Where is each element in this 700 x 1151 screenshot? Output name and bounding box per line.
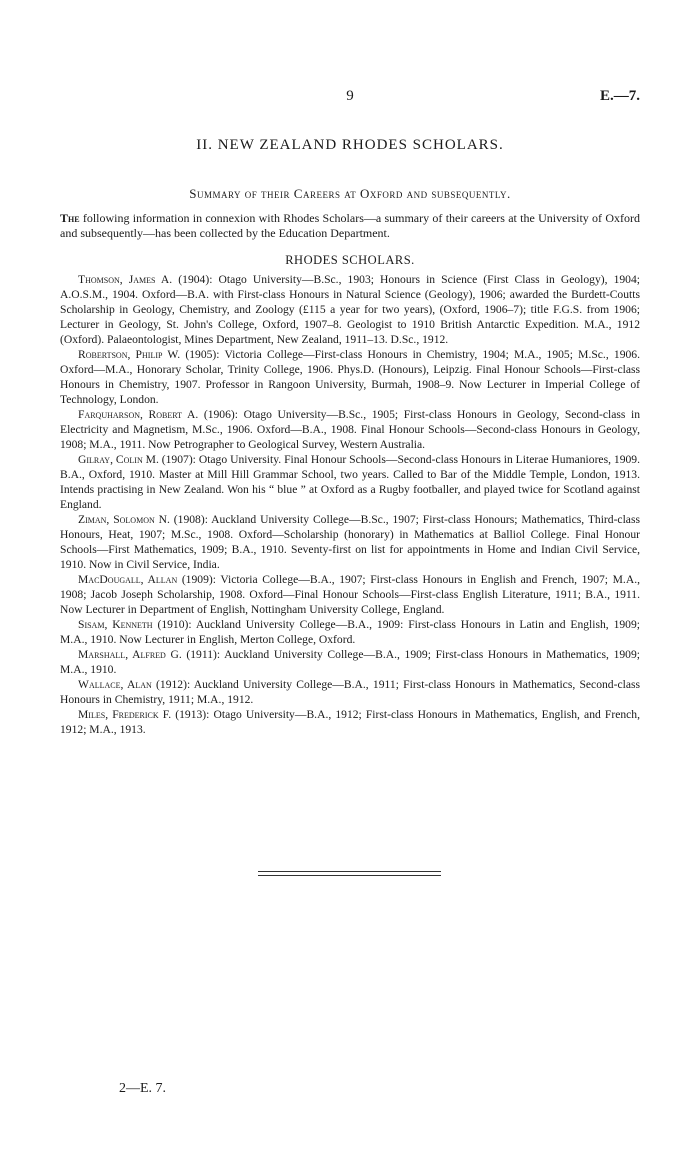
scholar-name: MacDougall, Allan	[78, 573, 178, 586]
scholar-details: (1913): Otago University—B.A., 1912; First-class Honours in Mathematics, English, and French, 1912; M.A., 1913.	[60, 708, 640, 736]
scholar-name: Ziman, Solomon N.	[78, 513, 170, 526]
scholar-details: (1907): Otago University. Final Honour Schools—Second-class Honours in Literae Humaniores, 1909. B.A., Oxford, 1910. Master at Mill Hill Grammar School, two years. Called to Bar of the Middle Temple, London, 1913. Intends practising in New Zealand. Won his “ blue ” at Oxford as a Rugby footballer, and played twice for Scotland against England.	[60, 453, 640, 511]
scholar-name: Farquharson, Robert A.	[78, 408, 199, 421]
scholar-entry	[60, 572, 640, 617]
intro-lead-word: The	[60, 211, 80, 225]
page-reference: E.—7.	[599, 88, 640, 104]
scholar-entry	[60, 272, 640, 347]
closing-rule	[258, 875, 441, 876]
list-heading: RHODES SCHOLARS.	[285, 253, 415, 267]
scholar-name: Sisam, Kenneth	[78, 618, 153, 631]
closing-rule	[258, 871, 441, 872]
scholar-entry	[60, 647, 640, 677]
scholar-details: (1910): Auckland University College—B.A., 1909: First-class Honours in Latin and English, 1909; M.A., 1910. Now Lecturer in English, Merton College, Oxford.	[60, 618, 640, 646]
section-subtitle: Summary of their Careers at Oxford and subsequently.	[189, 186, 511, 201]
scholar-name: Wallace, Alan	[78, 678, 152, 691]
scholar-entry	[60, 407, 640, 452]
scholar-entry	[60, 677, 640, 707]
scholar-list	[60, 272, 640, 737]
scholar-details: (1904): Otago University—B.Sc., 1903; Honours in Science (First Class in Geology), 1904; A.O.S.M., 1904. Oxford—B.A. with First-class Honours in Natural Science (Geology), 1906; awarded the Burdett-Coutts Scholarship in Geology, Chemistry, and Zoology (£115 a year for two years), (Oxford, 1906–7); title F.G.S. from 1906; Lecturer in Geology, St. John's College, Oxford, 1907–8. Geologist to 1910 British Antarctic Expedition. M.A., 1912 (Oxford). Palaeontologist, Mines Department, New Zealand, 1911–13. D.Sc., 1912.	[60, 273, 641, 346]
scholar-entry	[60, 347, 640, 407]
scholar-name: Gilray, Colin M.	[78, 453, 159, 466]
intro-paragraph	[60, 211, 640, 241]
page-number: 9	[346, 88, 354, 104]
scholar-entry	[60, 512, 640, 572]
scholar-details: (1906): Otago University—B.Sc., 1905; First-class Honours in Geology, Second-class in Electricity and Magnetism, M.Sc., 1906. Oxford—B.A., 1908. Final Honour Schools—Second-class Honours in Geology, 1908; M.A., 1911. Now Petrographer to Geological Survey, Western Australia.	[60, 408, 640, 451]
scholar-name: Thomson, James A.	[78, 273, 173, 286]
scholar-entry	[60, 707, 640, 737]
scholar-entry	[60, 452, 640, 512]
scholar-details: (1909): Victoria College—B.A., 1907; First-class Honours in English and French, 1907; M.A., 1908; Jacob Joseph Scholarship, 1908. Oxford—Final Honour Schools—First-class English Literature, 1911; B.A., 1911. Now Lecturer in Department of English, Nottingham University College, England.	[60, 573, 640, 616]
scholar-details: (1908): Auckland University College—B.Sc., 1907; First-class Honours; Mathematics, Third-class Honours, Heat, 1907; M.Sc., 1908. Oxford—Scholarship (honorary) in Mathematics at Balliol College. Final Honour Schools—First Mathematics, 1909; B.A., 1910. Seventy-first on list for appointments in Home and Indian Civil Service, 1910. Now in Civil Service, India.	[60, 513, 640, 571]
footer-reference: 2—E. 7.	[119, 1081, 167, 1096]
scholar-name: Marshall, Alfred G.	[78, 648, 182, 661]
scholar-details: (1912): Auckland University College—B.A., 1911; First-class Honours in Mathematics, Second-class Honours in Chemistry, 1911; M.A., 1912.	[60, 678, 640, 706]
scholar-details: (1911): Auckland University College—B.A., 1909; First-class Honours in Mathematics, 1909; M.A., 1910.	[60, 648, 641, 676]
intro-text: following information in connexion with Rhodes Scholars—a summary of their careers at the University of Oxford and subsequently—has been collected by the Education Department.	[60, 211, 640, 240]
scholar-entry	[60, 617, 640, 647]
section-title: II. NEW ZEALAND RHODES SCHOLARS.	[196, 137, 504, 153]
scholar-name: Robertson, Philip W.	[78, 348, 181, 361]
scholar-details: (1905): Victoria College—First-class Honours in Chemistry, 1904; M.A., 1905; M.Sc., 1906. Oxford—M.A., Honorary Scholar, Trinity College, 1906. Phys.D. (Honours), Leipzig. Final Honour Schools—First-class Honours in Chemistry, 1907. Professor in Rangoon University, Burmah, 1908–9. Now Lecturer in Imperial College of Technology, London.	[60, 348, 640, 406]
scholar-name: Miles, Frederick F.	[78, 708, 172, 721]
